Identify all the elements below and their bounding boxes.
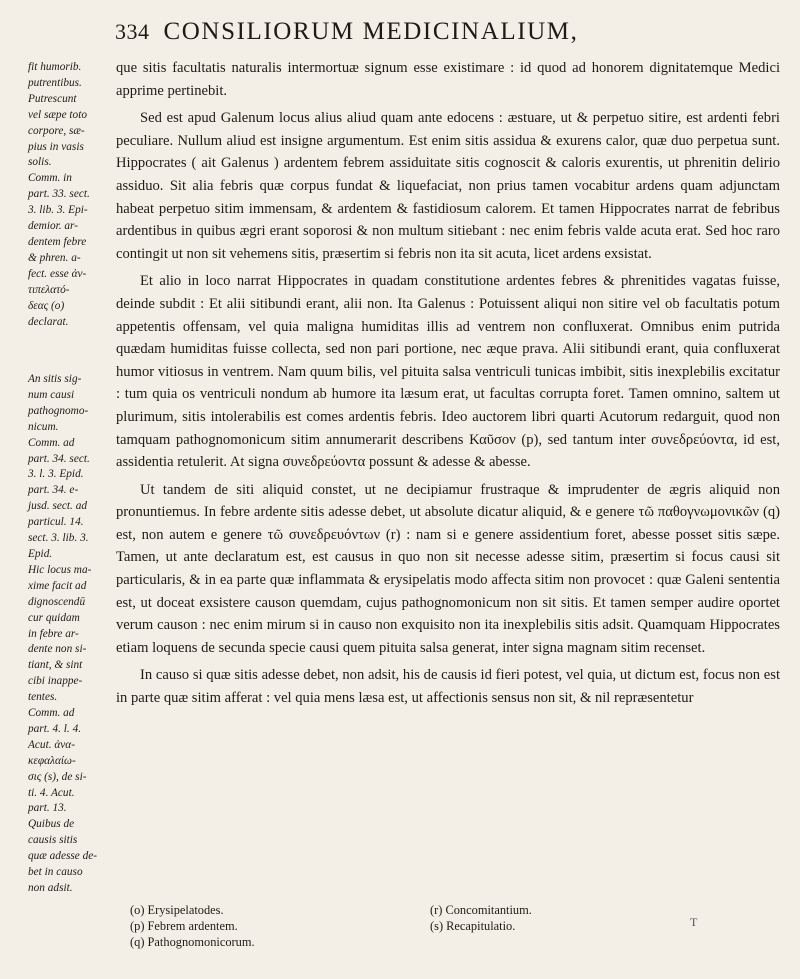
margin-note-line: part. 34. e- — [28, 484, 79, 497]
margin-note-line: Epid. — [28, 547, 53, 560]
margin-note-line: sect. 3. lib. 3. — [28, 532, 89, 545]
margin-note-line: demior. ar- — [28, 220, 78, 233]
margin-note-line: pius in vasis — [28, 140, 84, 153]
margin-note-line: num causi — [28, 388, 75, 401]
margin-note-line: xime facit ad — [28, 579, 87, 592]
margin-note-line: nicum. — [28, 420, 59, 433]
margin-note-line: ti. 4. Acut. — [28, 786, 75, 799]
margin-note-line: corpore, sæ- — [28, 124, 85, 137]
margin-note-line: fit humorib. — [28, 61, 82, 73]
paragraph-1: que sitis facultatis naturalis intermortuæ signum esse existimare : id quod ad honorem dignitatemque Medici apprime pertinebit. — [116, 60, 780, 99]
margin-note-line: tentes. — [28, 691, 58, 704]
margin-note-line: Comm. in — [28, 172, 72, 185]
margin-note-top — [28, 60, 112, 330]
margin-note-line: vel sæpe toto — [28, 108, 87, 121]
margin-note-line: part. 34. sect. — [28, 452, 90, 465]
margin-note-line: & phren. a- — [28, 251, 81, 264]
margin-note-line: part. 13. — [28, 802, 67, 815]
margin-note-line: putrentibus. — [28, 76, 82, 89]
margin-note-line: An sitis sig- — [28, 373, 82, 385]
margin-note-line: bet in causo — [28, 866, 83, 879]
margin-note-line: particul. 14. — [28, 516, 84, 529]
margin-note-bottom — [28, 372, 112, 897]
margin-note-line: causis sitis — [28, 834, 78, 847]
margin-note-line: Comm. ad — [28, 436, 75, 449]
page-number: 334 — [115, 19, 150, 44]
margin-note-line: σις (s), de si- — [28, 770, 87, 783]
footnote-s: (s) Recapitulatio. — [430, 919, 516, 933]
footnote-r: (r) Concomitantium. — [430, 903, 532, 917]
margin-note-line: Putrescunt — [28, 92, 77, 105]
margin-note-line: cibi inappe- — [28, 675, 83, 688]
paragraph-4: Ut tandem de siti aliquid constet, ut ne decipiamur frustraque & imprudenter de ægris aliquid non pronuntiemus. In febre ardente sitis adesse debet, ut absolute dicatur aliquid, & e genere τῶ παθογνωμονικῶν (q) est, non autem e genere τῶ συνεδρευόντων (r) : nam si e genere assidentium foret, abesse posset sitis sæpe. Tamen, ut ante declaratum est, est causus in quo non sit necesse adesse sitim, præsertim si focus causi sit particularis, & in ea parte quæ inflammata & erysipelatis modo affecta sitim non provocet : quæ Galeni sententia est, ut doceat exsistere causon quemdam, cujus pathognomonicum non sit sitis. Et tamen semper audire oportet verum causon : nec enim mirum si in causo non exquisito non ita inexplebilis sitis adsit. Quamquam Hippocrates etiam loquens de secunda specie causi quem pituita salsa generat, inter signa magnam sitim recenset. — [116, 481, 780, 656]
margin-note-line: Hic locus ma- — [28, 563, 92, 576]
margin-note-line: κεφαλαίω- — [28, 754, 76, 767]
footnote-p: (p) Febrem ardentem. — [130, 919, 238, 933]
paragraph-5: In causo si quæ sitis adesse debet, non adsit, his de causis id fieri potest, vel quia, ut dictum est, focus non est in parte quæ sitim afferat : vel quia mens læsa est, ut affectionis sensus non sit, & nil repræsentetur — [116, 667, 780, 707]
footnotes — [130, 902, 690, 950]
margin-note-line: 3. lib. 3. Epi- — [28, 204, 88, 217]
margin-note-line: declarat. — [28, 315, 69, 328]
footnote-o: (o) Erysipelatodes. — [130, 903, 224, 917]
paragraph-2: Sed est apud Galenum locus alius aliud quam ante edocens : æstuare, ut & perpetuo sitire, est ardenti febri peculiare. Nullum aliud est insigne argumentum. Est enim sitis assidua & exurens calor, quæ duo perpetua sunt. Hippocrates ( ait Galenus ) ardentem febrem assiduitate sitis cognoscit & caloris exurentis, ut phrenitin delirio assiduo. Sit alia febris quæ corpus fundat & liquefaciat, non prius tamen vocabitur ardens quam adjunctam habeat perpetuo sitim immensam, & ardentem & fastidiosum calorem. Et tamen Hippocrates narrat de febribus ardentibus in quibus ægri erant soporosi & non multum sitiebant : nec enim febris valde acuta erat. Sed hoc raro contingit ut non sit vehemens sitis, præsertim si febris non ita sit acuta, licet ardens exsistat. — [116, 110, 780, 262]
running-title: CONSILIORUM MEDICINALIUM, — [163, 18, 579, 45]
paragraph-3: Et alio in loco narrat Hippocrates in quadam constitutione ardentes febres & phrenitides vagatas fuisse, deinde subdit : Et alii sitibundi erant, alii non. Ita Galenus : Potuissent aliqui non sitire vel ob facultatis potum appetentis offensam, vel quia maligna humiditas illis ad ventrem non confluxerat. Omnibus enim putrida quædam humiditas fuisse collecta, sed non pari portione, nec æque prava. Alii sitibundi erant, quia confluxerat humor vitiosus in ventrem. Nam quum bilis, vel pituita salsa ventriculi tunicas imbibit, sitis inexplebilis excitatur : tum quia os ventriculi nondum ab humore ita læsum erat, ut facultas corrupta foret. Tamen omnino, saltem ut plurimum, sitis intolerabilis est comes ardentis febris. Ideo auctorem libri quarti Acutorum redarguit, quod non tamquam pathognomonicum sitim annumerarit describens Καῦσον (p), sed tantum inter συνεδρεύοντα, id est, assidentia retulerit. At signa συνεδρεύοντα possunt & adesse & abesse. — [116, 273, 780, 471]
margin-note-line: tiant, & sint — [28, 659, 83, 672]
margin-note-line: Quibus de — [28, 818, 75, 831]
page-header — [115, 18, 775, 52]
margin-note-line: Acut. ἀνα- — [28, 738, 75, 751]
main-text — [116, 57, 780, 715]
margin-note-line: τιπελατό- — [28, 283, 70, 296]
margin-note-line: fect. esse ἀν- — [28, 267, 87, 280]
margin-note-line: solis. — [28, 156, 52, 169]
margin-note-line: quæ adesse de- — [28, 850, 98, 863]
margin-note-line: pathognomo- — [28, 404, 89, 417]
margin-note-line: cur quidam — [28, 611, 80, 624]
margin-note-line: non adsit. — [28, 882, 73, 894]
page-mark: T — [690, 915, 698, 929]
margin-note-line: dente non si- — [28, 643, 87, 656]
margin-note-line: part. 4. l. 4. — [28, 722, 82, 735]
margin-note-line: jusd. sect. ad — [28, 500, 87, 513]
margin-note-line: dignoscendū — [28, 595, 86, 608]
margin-note-line: part. 33. sect. — [28, 188, 90, 201]
margin-note-line: 3. l. 3. Epid. — [28, 468, 84, 481]
footnote-q: (q) Pathognomonicorum. — [130, 935, 255, 949]
margin-note-line: Comm. ad — [28, 707, 75, 720]
margin-note-line: δεας (o) — [28, 299, 65, 312]
margin-note-line: in febre ar- — [28, 627, 79, 640]
margin-note-line: dentem febre — [28, 235, 87, 248]
